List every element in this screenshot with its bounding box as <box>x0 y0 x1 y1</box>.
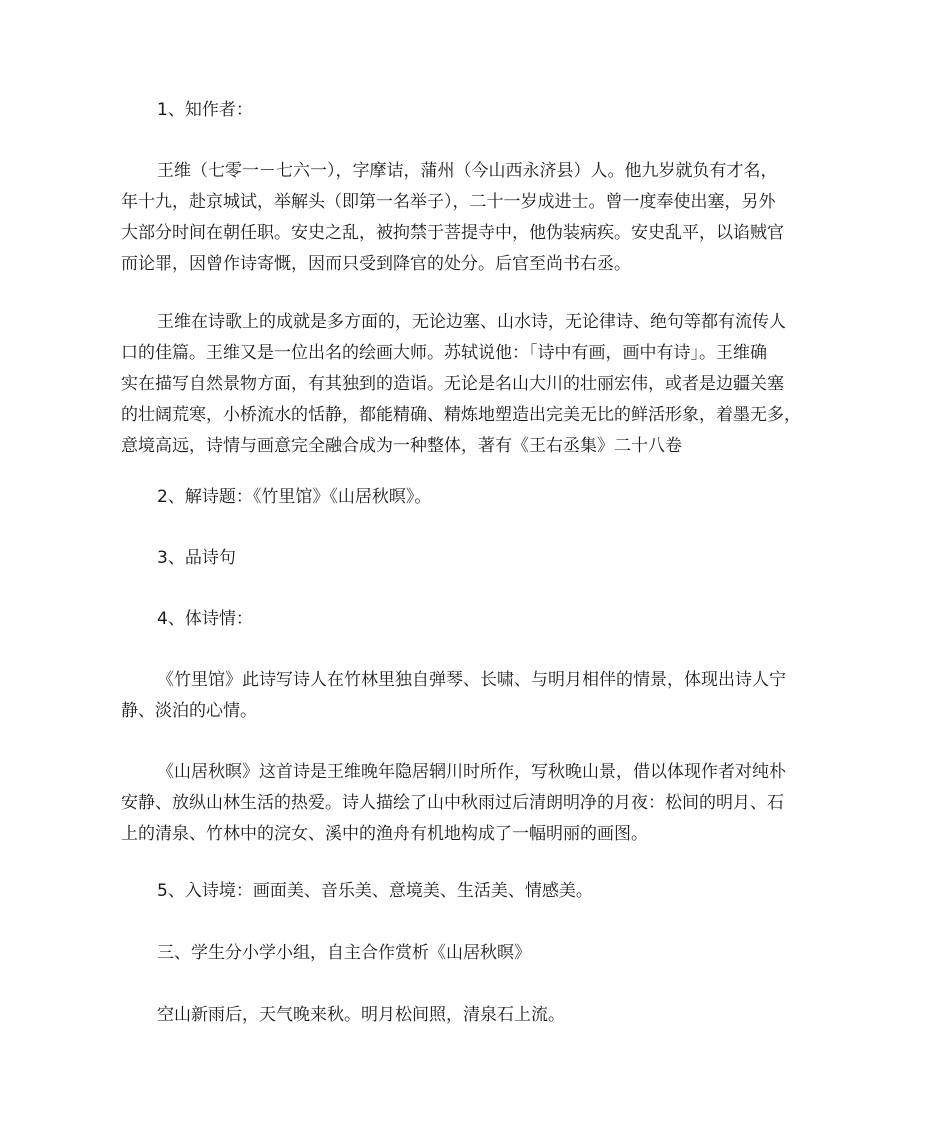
section-heading-savor-lines: 3、品诗句 <box>157 548 236 568</box>
text-line: 口的佳篇。王维又是一位出名的绘画大师。苏轼说他：「诗中有画，画中有诗」。王维确 <box>121 343 767 363</box>
text-line: 王维（七零一－七六一），字摩诘，蒲州（今山西永济县）人。他九岁就负有才名， <box>157 161 778 181</box>
text-line: 王维在诗歌上的成就是多方面的，无论边塞、山水诗，无论律诗、绝句等都有流传人 <box>157 312 786 332</box>
poem-line: 空山新雨后，天气晚来秋。明月松间照，清泉石上流。 <box>157 1005 565 1025</box>
paragraph-zhuliguan <box>121 665 841 727</box>
text-line: 《竹里馆》此诗写诗人在竹林里独自弹琴、长啸、与明月相伴的情景，体现出诗人宁 <box>157 670 786 690</box>
text-line: 年十九，赴京城试，举解头（即第一名举子），二十一岁成进士。曾一度奉使出塞，另外 <box>121 192 776 212</box>
text-line: 的壮阔荒寒，小桥流水的恬静，都能精确、精炼地塑造出完美无比的鲜活形象，着墨无多， <box>121 405 801 425</box>
text-line: 安静、放纵山林生活的热爱。诗人描绘了山中秋雨过后清朗明净的月夜：松间的明月、石 <box>121 793 784 813</box>
section-heading-poem-titles: 2、解诗题：《竹里馆》《山居秋暝》。 <box>157 487 432 507</box>
text-line: 《山居秋暝》这首诗是王维晚年隐居辋川时所作，写秋晚山景，借以体现作者对纯朴 <box>157 762 786 782</box>
paragraph-author-bio <box>121 156 841 280</box>
text-line: 静、淡泊的心情。 <box>121 701 257 721</box>
text-line: 而论罪，因曾作诗寄慨，因而只受到降官的处分。后官至尚书右丞。 <box>121 254 631 274</box>
section-heading-enter-scene: 5、入诗境：画面美、音乐美、意境美、生活美、情感美。 <box>157 881 593 901</box>
paragraph-author-achievement <box>121 307 841 462</box>
section-heading-part-three: 三、学生分小学小组，自主合作赏析《山居秋暝》 <box>157 943 531 963</box>
paragraph-shanju-qiuming <box>121 757 841 850</box>
text-line: 实在描写自然景物方面，有其独到的造诣。无论是名山大川的壮丽宏伟，或者是边疆关塞 <box>121 374 784 394</box>
section-heading-feel-emotion: 4、体诗情： <box>157 609 253 629</box>
section-heading-know-author: 1、知作者： <box>157 100 253 120</box>
text-line: 大部分时间在朝任职。安史之乱，被拘禁于菩提寺中，他伪装病疾。安史乱平，以谄贼官 <box>121 223 784 243</box>
text-line: 意境高远，诗情与画意完全融合成为一种整体，著有《王右丞集》二十八卷 <box>121 436 682 456</box>
text-line: 上的清泉、竹林中的浣女、溪中的渔舟有机地构成了一幅明丽的画图。 <box>121 824 648 844</box>
